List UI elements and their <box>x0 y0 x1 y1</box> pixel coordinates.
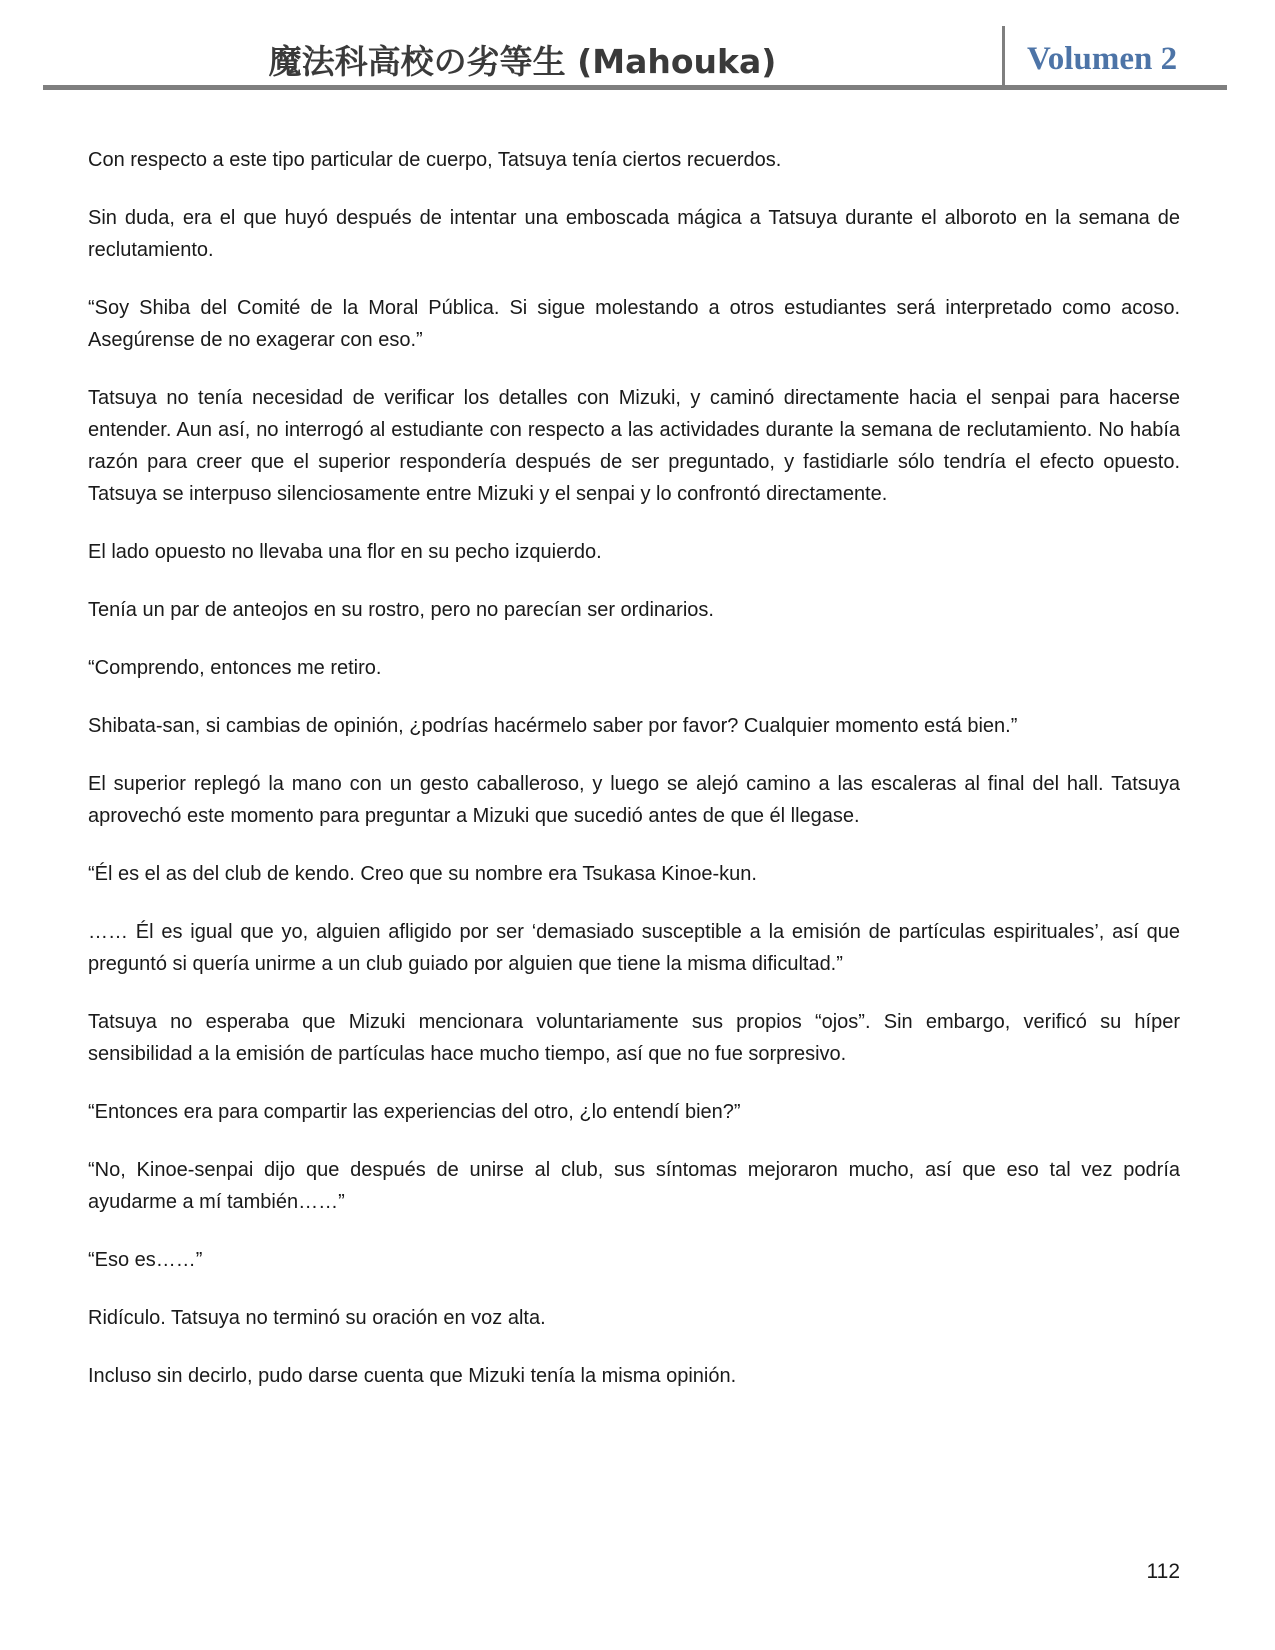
document-title: 魔法科高校の劣等生 (Mahouka) <box>268 42 777 81</box>
paragraph-2: Sin duda, era el que huyó después de intentar una emboscada mágica a Tatsuya durante el alboroto en la semana de reclutamiento. <box>88 207 1180 261</box>
paragraph-15: “Eso es……” <box>88 1249 203 1271</box>
paragraph-3: “Soy Shiba del Comité de la Moral Pública. Si sigue molestando a otros estudiantes será interpretado como acoso. Asegúrense de no exagerar con eso.” <box>88 297 1180 351</box>
paragraph-12: Tatsuya no esperaba que Mizuki mencionara voluntariamente sus propios “ojos”. Sin embargo, verificó su híper sensibilidad a la emisión de partículas hace mucho tiempo, así que no fue sorpresivo. <box>88 1011 1180 1065</box>
paragraph-6: Tenía un par de anteojos en su rostro, pero no parecían ser ordinarios. <box>88 599 714 621</box>
page-body <box>88 144 1180 1418</box>
paragraph-17: Incluso sin decirlo, pudo darse cuenta que Mizuki tenía la misma opinión. <box>88 1365 737 1387</box>
paragraph-5: El lado opuesto no llevaba una flor en su pecho izquierdo. <box>88 541 602 563</box>
paragraph-13: “Entonces era para compartir las experiencias del otro, ¿lo entendí bien?” <box>88 1101 741 1123</box>
paragraph-10: “Él es el as del club de kendo. Creo que su nombre era Tsukasa Kinoe-kun. <box>88 863 757 885</box>
paragraph-4: Tatsuya no tenía necesidad de verificar los detalles con Mizuki, y caminó directamente hacia el senpai para hacerse entender. Aun así, no interrogó al estudiante con respecto a las actividades durante la semana de reclutamiento. No había razón para creer que el superior respondería después de ser preguntado, y fastidiarle sólo tendría el efecto opuesto. Tatsuya se interpuso silenciosamente entre Mizuki y el senpai y lo confrontó directamente. <box>88 387 1180 505</box>
paragraph-8: Shibata-san, si cambias de opinión, ¿podrías hacérmelo saber por favor? Cualquier momento está bien.” <box>88 715 1018 737</box>
page-number: 112 <box>1146 1560 1180 1583</box>
paragraph-11: …… Él es igual que yo, alguien afligido por ser ‘demasiado susceptible a la emisión de partículas espirituales’, así que preguntó si quería unirme a un club guiado por alguien que tiene la misma dificultad.” <box>88 921 1180 975</box>
volume-label: Volumen 2 <box>1027 41 1178 77</box>
paragraph-16: Ridículo. Tatsuya no terminó su oración en voz alta. <box>88 1307 546 1329</box>
paragraph-9: El superior replegó la mano con un gesto caballeroso, y luego se alejó camino a las escaleras al final del hall. Tatsuya aprovechó este momento para preguntar a Mizuki que sucedió antes de que él llegase. <box>88 773 1180 827</box>
header-title-area <box>43 24 1002 85</box>
paragraph-14: “No, Kinoe-senpai dijo que después de unirse al club, sus síntomas mejoraron mucho, así que eso tal vez podría ayudarme a mí también……” <box>88 1159 1180 1213</box>
header-volume-area <box>1005 24 1227 85</box>
page-header <box>43 24 1227 90</box>
paragraph-1: Con respecto a este tipo particular de cuerpo, Tatsuya tenía ciertos recuerdos. <box>88 149 782 171</box>
paragraph-7: “Comprendo, entonces me retiro. <box>88 657 382 679</box>
